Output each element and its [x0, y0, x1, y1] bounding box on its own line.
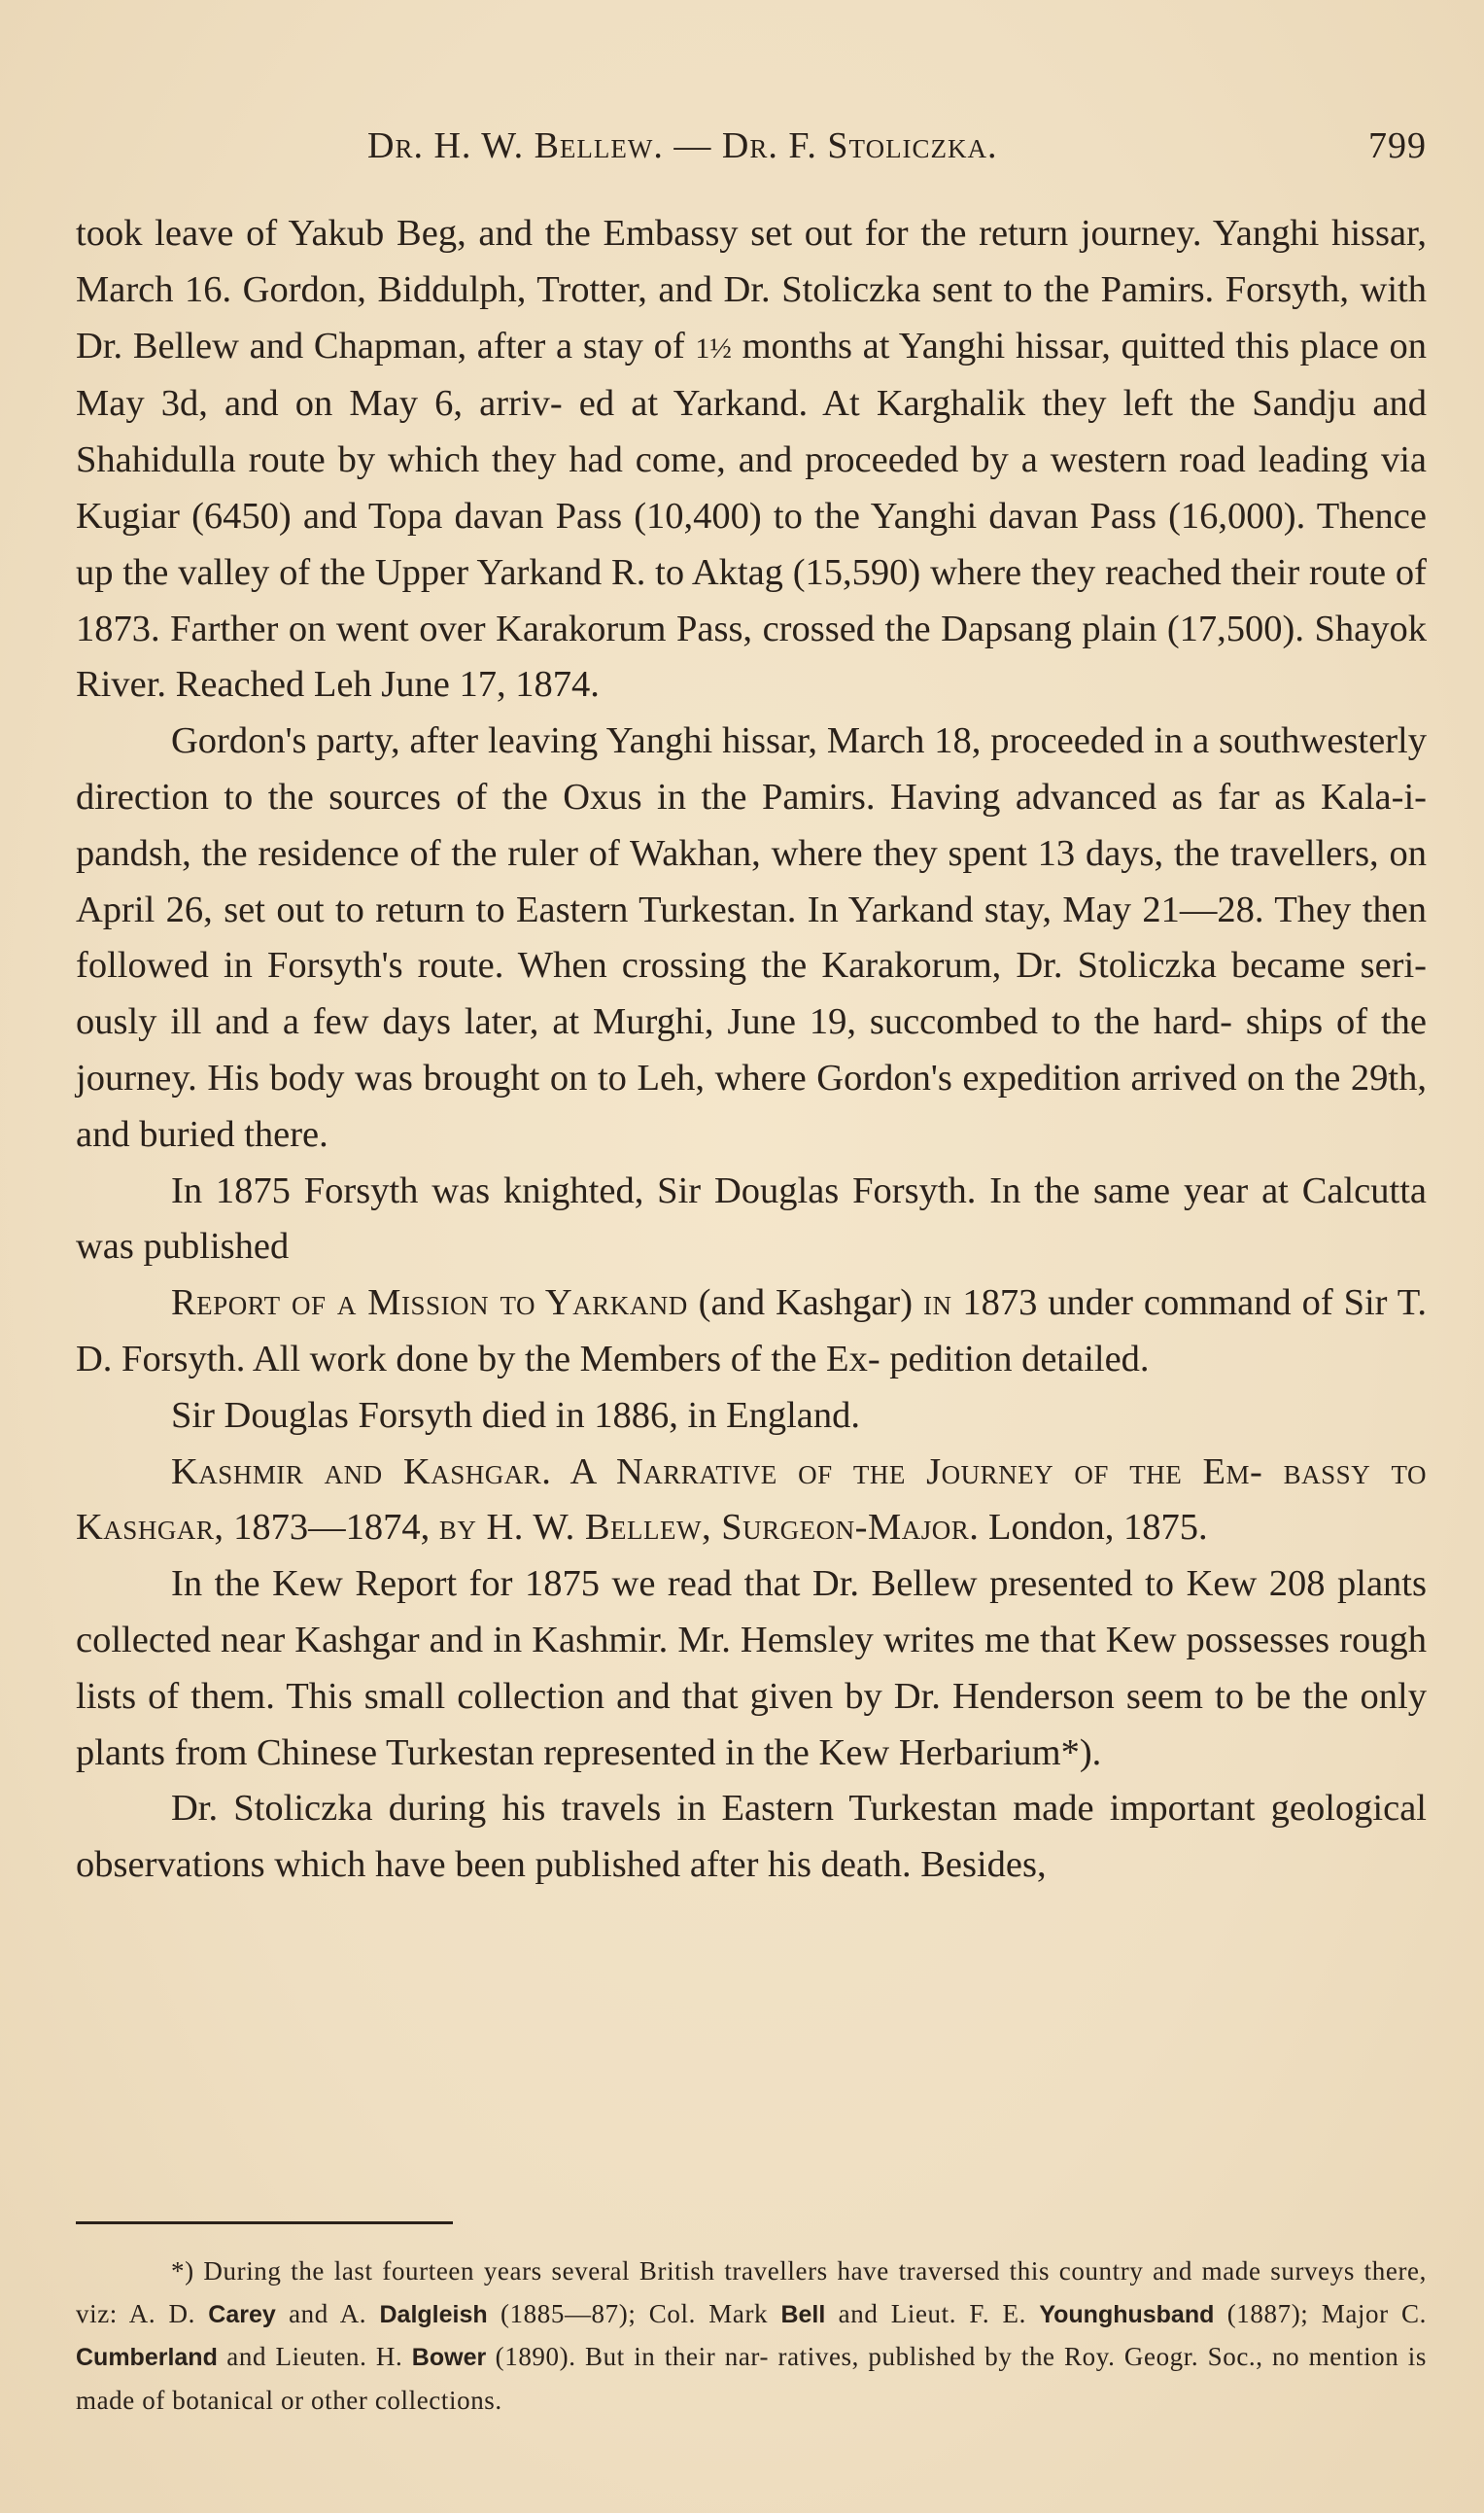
paragraph-1-part-b: months at Yanghi hissar, quitted this place on May 3d, and on May 6, arriv- ed at Yarkand. At Karghalik they left the Sandju and Shahidulla route by which they had come, and proceeded by a western road leading via Kugiar (6450) and Topa davan Pass (10,400) to the Yanghi davan Pass (16,000). Thence up the valley of the Upper Yarkand R. to Aktag (15,590) where they reached their route of 1873. Farther on went over Karakorum Pass, crossed the Dapsang plain (17,500). Shayok River. Reached Leh June 17, 1874.	[76, 325, 1427, 706]
footnote-part: and Lieuten. H.	[217, 2342, 412, 2371]
running-head	[76, 124, 1427, 183]
footnote-name-bower: Bower	[411, 2344, 487, 2371]
paragraph-8: Dr. Stoliczka during his travels in Eastern Turkestan made important geological observations which have been published after his death. Besides,	[76, 1788, 1427, 1886]
footnote-name-dalgleish: Dalgleish	[379, 2300, 488, 2328]
paragraph-6	[76, 1445, 1427, 1557]
footnote-name-carey: Carey	[208, 2300, 276, 2328]
paragraph-2: Gordon's party, after leaving Yanghi hissar, March 18, proceeded in a southwesterly direction to the sources of the Oxus in the Pamirs. Having advanced as far as Kala-i-pandsh, the residence of the ruler of Wakhan, where they spent 13 days, the travellers, on April 26, set out to return to Eastern Turkestan. In Yarkand stay, May 21—28. They then followed in Forsyth's route. When crossing the Karakorum, Dr. Stoliczka became seri- ously ill and a few days later, at Murghi, June 19, succombed to the hard- ships of the journey. His body was brought on to Leh, where Gordon's expedition arrived on the 29th, and buried there.	[76, 720, 1427, 1155]
book-years: 1873—1874,	[224, 1507, 439, 1549]
footnote-part: (1887); Major C.	[1214, 2298, 1427, 2328]
footnote-part: and Lieut. F. E.	[825, 2298, 1040, 2328]
report-title-in: in	[922, 1282, 952, 1324]
book-author: by H. W. Bellew, Surgeon-Major.	[438, 1507, 980, 1549]
report-title: Report of a Mission to Yarkand	[171, 1282, 688, 1324]
body-text	[76, 206, 1427, 1894]
book-imprint: London, 1875.	[979, 1507, 1208, 1549]
footnote-part: and A.	[275, 2298, 380, 2328]
paragraph-3: In 1875 Forsyth was knighted, Sir Douglas Forsyth. In the same year at Calcutta was published	[76, 1169, 1427, 1268]
page-number: 799	[1368, 125, 1427, 166]
report-title-middle: (and Kashgar)	[687, 1282, 923, 1324]
footnote-part: (1890). But in their nar- ratives, published by the Roy. Geogr. Soc., no mention is made of botanical or other collections.	[76, 2342, 1427, 2415]
footnote-text	[76, 2251, 1427, 2422]
footnote-name-cumberland: Cumberland	[76, 2344, 218, 2371]
report-title-rest: 1873 under command of Sir T. D. Forsyth. All work done by the Members of the Ex- pedition detailed.	[76, 1282, 1427, 1379]
footnote-name-bell: Bell	[780, 2300, 826, 2328]
footnote-name-younghusband: Younghusband	[1039, 2300, 1215, 2328]
paragraph-1-part-a: took leave of Yakub Beg, and the Embassy set out for the return journey. Yanghi hissar, March 16. Gordon, Biddulph, Trotter, and Dr. Stoliczka sent to the Pamirs. Forsyth, with Dr. Bellew and Chapman, after a stay of	[76, 213, 1427, 366]
paragraph-1	[76, 206, 1427, 714]
fraction-one-and-half: 1½	[695, 332, 732, 365]
footnote-rule	[76, 2221, 453, 2224]
paragraph-7: In the Kew Report for 1875 we read that Dr. Bellew presented to Kew 208 plants collected near Kashgar and in Kashmir. Mr. Hemsley writes me that Kew possesses rough lists of them. This small collection and that given by Dr. Henderson seem to be the only plants from Chinese Turkestan represented in the Kew Herbarium*).	[76, 1563, 1427, 1773]
running-title: Dr. H. W. Bellew. — Dr. F. Stoliczka.	[367, 125, 998, 166]
footnote-part: (1885—87); Col. Mark	[487, 2298, 781, 2328]
paragraph-4	[76, 1275, 1427, 1388]
footnote-part: *) During the last fourteen years several British travellers have traversed this country and made surveys there, viz: A. D.	[76, 2256, 1427, 2328]
footnote	[76, 2251, 1427, 2422]
paragraph-5: Sir Douglas Forsyth died in 1886, in England.	[171, 1394, 861, 1436]
book-title: Kashmir and Kashgar. A Narrative of the Journey of the Em- bassy to Kashgar,	[76, 1450, 1427, 1549]
